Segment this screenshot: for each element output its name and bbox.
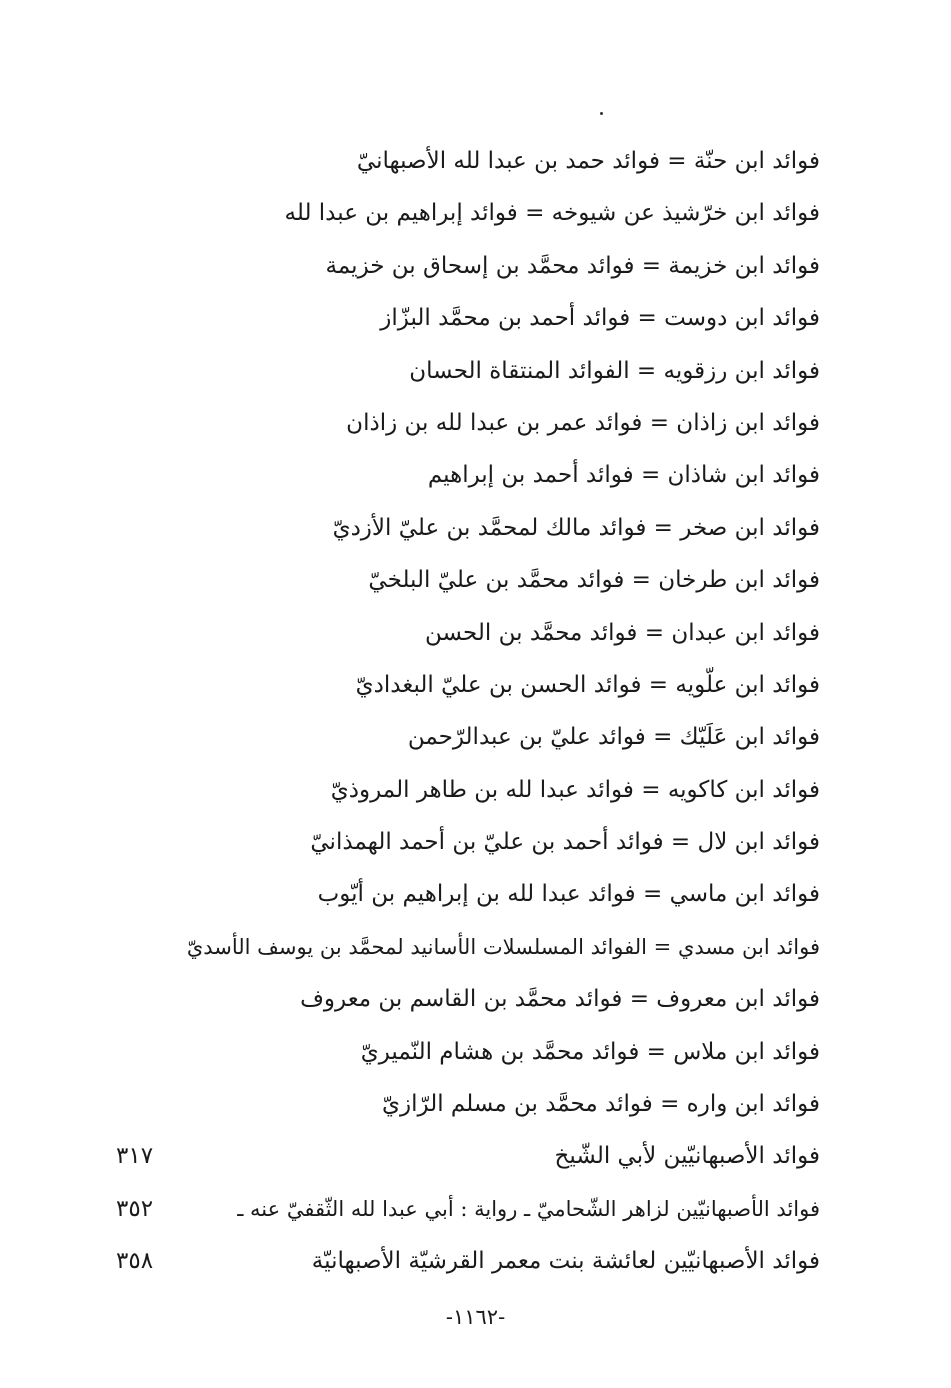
entry-title: فوائد ابن عَلَيّك = فوائد عليّ بن عبدالرّحمن: [407, 724, 820, 751]
list-item: [80, 607, 820, 659]
entry-title: فوائد ابن لال = فوائد أحمد بن عليّ بن أحمد الهمذانيّ: [310, 829, 820, 856]
list-item: [80, 659, 820, 711]
entry-title: فوائد ابن حنّة = فوائد حمد بن عبدا لله الأصبهانيّ: [356, 148, 820, 174]
entry-page-number: ٣١٧: [116, 1143, 154, 1170]
entry-title: فوائد ابن زاذان = فوائد عمر بن عبدا لله بن زاذان: [346, 409, 820, 436]
entry-title: فوائد ابن خرّشيذ عن شيوخه = فوائد إبراهيم بن عبدا لله: [284, 200, 820, 227]
list-item: [80, 187, 820, 239]
index-list: [80, 135, 820, 1288]
list-item: [80, 764, 820, 816]
entry-title: فوائد ابن صخر = فوائد مالك لمحمَّد بن عليّ الأزديّ: [332, 514, 820, 541]
entry-title: فوائد ابن واره = فوائد محمَّد بن مسلم الرّازيّ: [382, 1091, 820, 1118]
list-item: [80, 292, 820, 344]
list-item: [80, 1078, 820, 1130]
entry-page-number: ٣٥٢: [116, 1195, 154, 1222]
stray-dot-mark: [600, 112, 603, 115]
list-item: [80, 711, 820, 763]
list-item: [80, 1183, 820, 1235]
list-item: [80, 1235, 820, 1287]
entry-title: فوائد الأصبهانيّين لزاهر الشّحاميّ ـ رواية : أبي عبدا لله الثّقفيّ عنه ـ: [237, 1196, 820, 1221]
list-item: [80, 554, 820, 606]
entry-title: فوائد ابن عبدان = فوائد محمَّد بن الحسن: [425, 619, 820, 646]
entry-page-number: ٣٥٨: [116, 1248, 154, 1275]
entry-title: فوائد الأصبهانيّين لأبي الشّيخ: [554, 1143, 820, 1170]
list-item: [80, 397, 820, 449]
list-item: [80, 868, 820, 920]
list-item: [80, 973, 820, 1025]
list-item: [80, 449, 820, 501]
entry-title: فوائد ابن خزيمة = فوائد محمَّد بن إسحاق بن خزيمة: [325, 252, 820, 279]
entry-title: فوائد ابن رزقويه = الفوائد المنتقاة الحسان: [409, 357, 820, 384]
entry-title: فوائد ابن ملاس = فوائد محمَّد بن هشام النّميريّ: [360, 1038, 820, 1065]
entry-title: فوائد الأصبهانيّين لعائشة بنت معمر القرشيّة الأصبهانيّة: [311, 1248, 820, 1275]
entry-title: فوائد ابن ماسي = فوائد عبدا لله بن إبراهيم بن أيّوب: [317, 881, 820, 908]
list-item: [80, 816, 820, 868]
list-item: [80, 502, 820, 554]
entry-title: فوائد ابن كاكويه = فوائد عبدا لله بن طاهر المروذيّ: [330, 776, 820, 803]
entry-title: فوائد ابن دوست = فوائد أحمد بن محمَّد البزّاز: [380, 305, 820, 332]
entry-title: فوائد ابن مسدي = الفوائد المسلسلات الأسانيد لمحمَّد بن يوسف الأسديّ: [186, 934, 820, 959]
list-item: [80, 1130, 820, 1182]
list-item: [80, 135, 820, 187]
list-item: [80, 240, 820, 292]
entry-title: فوائد ابن معروف = فوائد محمَّد بن القاسم بن معروف: [300, 986, 820, 1013]
list-item: [80, 345, 820, 397]
entry-title: فوائد ابن علّويه = فوائد الحسن بن عليّ البغداديّ: [355, 671, 820, 698]
page-number: -١١٦٢-: [445, 1305, 506, 1329]
list-item: [80, 1026, 820, 1078]
list-item: [80, 921, 820, 973]
entry-title: فوائد ابن طرخان = فوائد محمَّد بن عليّ البلخيّ: [368, 567, 820, 594]
entry-title: فوائد ابن شاذان = فوائد أحمد بن إبراهيم: [427, 462, 820, 489]
